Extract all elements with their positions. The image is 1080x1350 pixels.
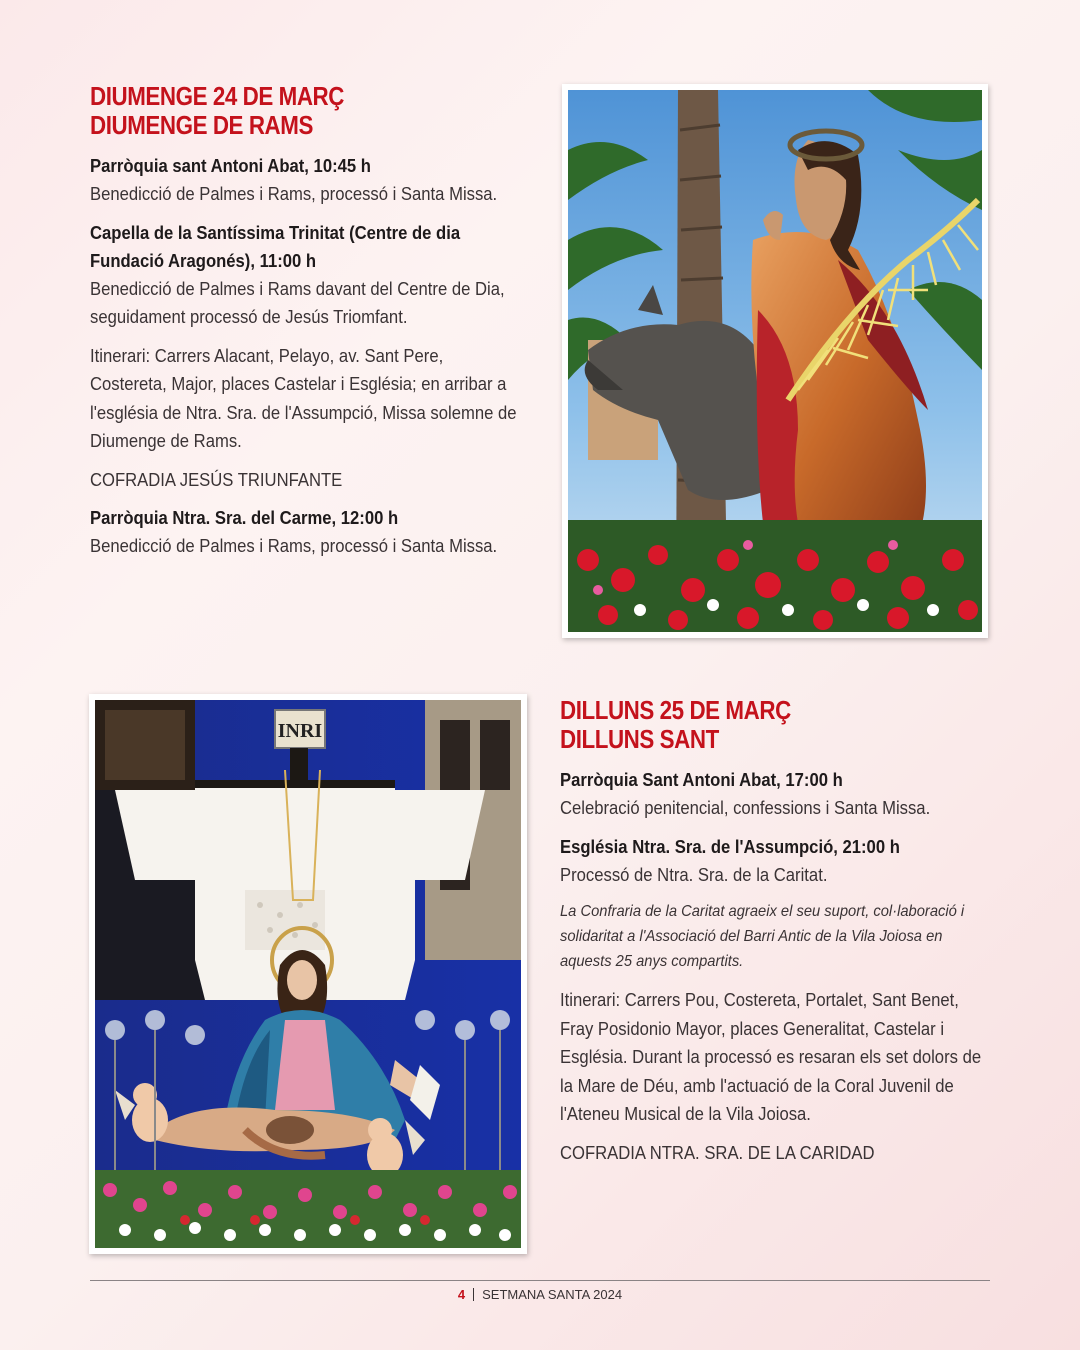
acknowledgement-note: La Confraria de la Caritat agraeix el seu suport, col·laboració i solidaritat a l'Associació del Barri Antic de la Vila Joiosa en aquests 25 anys compartits. (560, 903, 965, 970)
photo-jesus-triumphant (562, 84, 988, 638)
heading-date: DIUMENGE 24 DE MARÇ (90, 81, 344, 111)
itinerary: Itinerari: Carrers Pou, Costereta, Portalet, Sant Benet, Fray Posidonio Mayor, places Generalitat, Castelar i Església. Durant la processó es resaran els set dolors de la Mare de Déu, amb l'actuació de la Coral Juvenil de l'Ateneu Musical de la Vila Joiosa. (560, 989, 982, 1124)
heading-day-name: DIUMENGE DE RAMS (90, 110, 313, 140)
page-footer (0, 1287, 1080, 1302)
event-entry (90, 504, 530, 561)
footer-divider (90, 1280, 990, 1281)
page-number: 4 (457, 1287, 466, 1302)
section-heading (90, 82, 520, 140)
event-title: Parròquia Ntra. Sra. del Carme, 12:00 h (90, 507, 399, 528)
event-description: Benedicció de Palmes i Rams, processó i Santa Missa. (90, 183, 498, 204)
photo-our-lady-of-charity (89, 694, 527, 1254)
event-title: Capella de la Santíssima Trinitat (Centre de dia Fundació Aragonés), 11:00 h (90, 221, 461, 271)
event-title: Parròquia Sant Antoni Abat, 17:00 h (560, 769, 843, 790)
brotherhood-name: COFRADIA NTRA. SRA. DE LA CARIDAD (560, 1141, 875, 1163)
itinerary: Itinerari: Carrers Alacant, Pelayo, av. Sant Pere, Costereta, Major, places Castelar i Església; en arribar a l'església de Ntra. Sra. de l'Assumpció, Missa solemne de Diumenge de Rams. (90, 344, 517, 451)
event-title: Parròquia sant Antoni Abat, 10:45 h (90, 155, 371, 176)
section-holy-monday (560, 696, 1000, 1177)
brotherhood-name: COFRADIA JESÚS TRIUNFANTE (90, 468, 343, 490)
event-description: Benedicció de Palmes i Rams, processó i Santa Missa. (90, 535, 498, 556)
event-entry (90, 219, 530, 332)
section-heading (560, 696, 990, 754)
event-title: Església Ntra. Sra. de l'Assumpció, 21:00 h (560, 835, 900, 857)
event-entry (90, 152, 530, 209)
section-palm-sunday (90, 82, 530, 571)
footer-separator (473, 1288, 474, 1301)
event-description: Celebració penitencial, confessions i Santa Missa. (560, 797, 931, 818)
event-entry (560, 766, 1000, 823)
event-description: Benedicció de Palmes i Rams davant del Centre de Dia, seguidament processó de Jesús Triomfant. (90, 277, 505, 327)
heading-date: DILLUNS 25 DE MARÇ (560, 695, 791, 725)
inri-sign: INRI (277, 720, 323, 742)
event-description: Processó de Ntra. Sra. de la Caritat. (560, 863, 828, 885)
heading-day-name: DILLUNS SANT (560, 724, 719, 754)
event-entry (560, 833, 1000, 890)
publication-title: SETMANA SANTA 2024 (482, 1287, 623, 1302)
